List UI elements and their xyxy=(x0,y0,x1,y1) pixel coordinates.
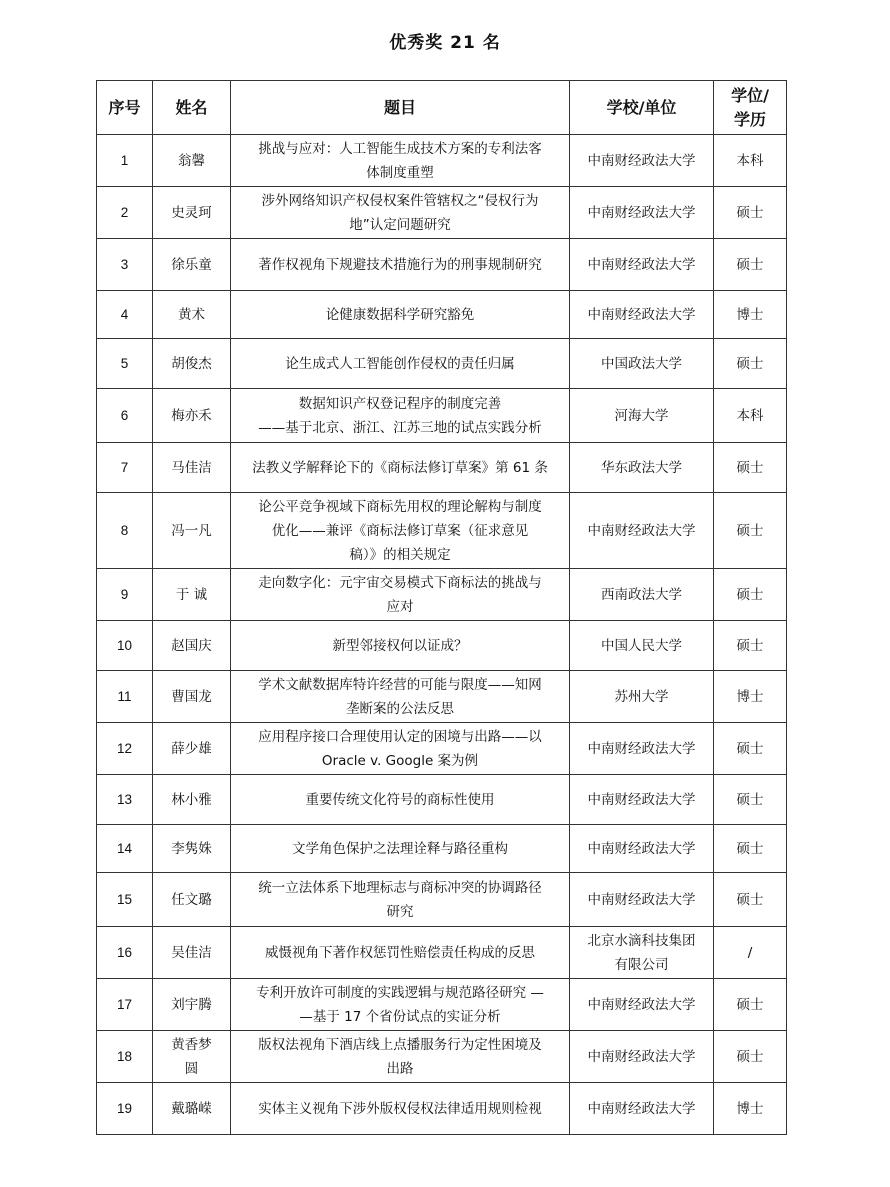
row-number: 14 xyxy=(97,825,153,873)
row-number: 3 xyxy=(97,239,153,291)
row-name: 曹国龙 xyxy=(153,671,231,723)
row-topic: 应用程序接口合理使用认定的困境与出路——以 Oracle v. Google 案为例 xyxy=(231,723,570,775)
row-degree: 硕士 xyxy=(714,187,787,239)
row-name: 林小雅 xyxy=(153,775,231,825)
row-degree: 本科 xyxy=(714,389,787,443)
row-degree: 硕士 xyxy=(714,979,787,1031)
table-row xyxy=(97,493,787,569)
row-topic: 论生成式人工智能创作侵权的责任归属 xyxy=(231,339,570,389)
row-school: 中南财经政法大学 xyxy=(570,135,714,187)
row-school: 中国政法大学 xyxy=(570,339,714,389)
row-degree: 硕士 xyxy=(714,775,787,825)
row-topic: 版权法视角下酒店线上点播服务行为定性困境及 出路 xyxy=(231,1031,570,1083)
row-number: 19 xyxy=(97,1083,153,1135)
row-topic: 数据知识产权登记程序的制度完善 ——基于北京、浙江、江苏三地的试点实践分析 xyxy=(231,389,570,443)
table-row xyxy=(97,723,787,775)
row-number: 1 xyxy=(97,135,153,187)
table-row xyxy=(97,135,787,187)
row-school: 河海大学 xyxy=(570,389,714,443)
row-school: 中南财经政法大学 xyxy=(570,1031,714,1083)
table-row xyxy=(97,621,787,671)
row-school: 中南财经政法大学 xyxy=(570,775,714,825)
row-degree: 博士 xyxy=(714,671,787,723)
table-row xyxy=(97,1031,787,1083)
table-row xyxy=(97,979,787,1031)
table-row xyxy=(97,339,787,389)
row-name: 马佳洁 xyxy=(153,443,231,493)
row-name: 戴璐嵘 xyxy=(153,1083,231,1135)
row-name: 于 诚 xyxy=(153,569,231,621)
awards-table xyxy=(96,80,787,1135)
row-name: 任文璐 xyxy=(153,873,231,927)
table-row xyxy=(97,671,787,723)
header-row xyxy=(97,81,787,135)
header-school: 学校/单位 xyxy=(570,81,714,135)
row-number: 2 xyxy=(97,187,153,239)
table-row xyxy=(97,1083,787,1135)
row-school: 北京水滴科技集团 有限公司 xyxy=(570,927,714,979)
row-topic: 文学角色保护之法理诠释与路径重构 xyxy=(231,825,570,873)
row-school: 华东政法大学 xyxy=(570,443,714,493)
table-row xyxy=(97,775,787,825)
row-degree: 硕士 xyxy=(714,339,787,389)
row-number: 13 xyxy=(97,775,153,825)
row-school: 苏州大学 xyxy=(570,671,714,723)
row-number: 11 xyxy=(97,671,153,723)
row-degree: 硕士 xyxy=(714,873,787,927)
table-row xyxy=(97,825,787,873)
table-row xyxy=(97,927,787,979)
row-topic: 论健康数据科学研究豁免 xyxy=(231,291,570,339)
row-degree: 硕士 xyxy=(714,825,787,873)
row-number: 8 xyxy=(97,493,153,569)
row-degree: / xyxy=(714,927,787,979)
header-degree: 学位/ 学历 xyxy=(714,81,787,135)
row-name: 赵国庆 xyxy=(153,621,231,671)
row-school: 中南财经政法大学 xyxy=(570,873,714,927)
table-row xyxy=(97,187,787,239)
row-school: 中南财经政法大学 xyxy=(570,825,714,873)
row-school: 中南财经政法大学 xyxy=(570,1083,714,1135)
row-topic: 新型邻接权何以证成？ xyxy=(231,621,570,671)
row-name: 李隽姝 xyxy=(153,825,231,873)
row-number: 10 xyxy=(97,621,153,671)
row-topic: 实体主义视角下涉外版权侵权法律适用规则检视 xyxy=(231,1083,570,1135)
row-topic: 走向数字化：元宇宙交易模式下商标法的挑战与 应对 xyxy=(231,569,570,621)
row-number: 9 xyxy=(97,569,153,621)
header-name: 姓名 xyxy=(153,81,231,135)
row-number: 15 xyxy=(97,873,153,927)
row-school: 中国人民大学 xyxy=(570,621,714,671)
row-topic: 著作权视角下规避技术措施行为的刑事规制研究 xyxy=(231,239,570,291)
row-degree: 硕士 xyxy=(714,723,787,775)
table-row xyxy=(97,569,787,621)
row-school: 中南财经政法大学 xyxy=(570,493,714,569)
table-row xyxy=(97,873,787,927)
row-number: 12 xyxy=(97,723,153,775)
row-name: 刘宇腾 xyxy=(153,979,231,1031)
row-degree: 硕士 xyxy=(714,621,787,671)
row-school: 中南财经政法大学 xyxy=(570,187,714,239)
row-school: 中南财经政法大学 xyxy=(570,239,714,291)
row-name: 梅亦禾 xyxy=(153,389,231,443)
row-name: 吴佳洁 xyxy=(153,927,231,979)
row-name: 黄香梦 圆 xyxy=(153,1031,231,1083)
row-degree: 硕士 xyxy=(714,569,787,621)
row-number: 17 xyxy=(97,979,153,1031)
row-number: 4 xyxy=(97,291,153,339)
row-degree: 本科 xyxy=(714,135,787,187)
row-school: 西南政法大学 xyxy=(570,569,714,621)
row-number: 6 xyxy=(97,389,153,443)
row-topic: 专利开放许可制度的实践逻辑与规范路径研究 — —基于 17 个省份试点的实证分析 xyxy=(231,979,570,1031)
row-degree: 博士 xyxy=(714,1083,787,1135)
header-no: 序号 xyxy=(97,81,153,135)
row-name: 翁馨 xyxy=(153,135,231,187)
row-name: 史灵珂 xyxy=(153,187,231,239)
row-topic: 法教义学解释论下的《商标法修订草案》第 61 条 xyxy=(231,443,570,493)
row-school: 中南财经政法大学 xyxy=(570,979,714,1031)
row-number: 16 xyxy=(97,927,153,979)
row-name: 徐乐童 xyxy=(153,239,231,291)
row-number: 18 xyxy=(97,1031,153,1083)
row-degree: 硕士 xyxy=(714,1031,787,1083)
row-degree: 硕士 xyxy=(714,493,787,569)
row-degree: 硕士 xyxy=(714,239,787,291)
row-topic: 论公平竞争视域下商标先用权的理论解构与制度 优化——兼评《商标法修订草案（征求意见 稿）》的相关规定 xyxy=(231,493,570,569)
row-name: 黄术 xyxy=(153,291,231,339)
row-school: 中南财经政法大学 xyxy=(570,291,714,339)
row-name: 冯一凡 xyxy=(153,493,231,569)
row-topic: 威慑视角下著作权惩罚性赔偿责任构成的反思 xyxy=(231,927,570,979)
table-row xyxy=(97,389,787,443)
row-degree: 硕士 xyxy=(714,443,787,493)
row-topic: 挑战与应对：人工智能生成技术方案的专利法客 体制度重塑 xyxy=(231,135,570,187)
row-degree: 博士 xyxy=(714,291,787,339)
table-row xyxy=(97,443,787,493)
table-row xyxy=(97,239,787,291)
row-name: 胡俊杰 xyxy=(153,339,231,389)
row-topic: 重要传统文化符号的商标性使用 xyxy=(231,775,570,825)
row-topic: 统一立法体系下地理标志与商标冲突的协调路径 研究 xyxy=(231,873,570,927)
row-school: 中南财经政法大学 xyxy=(570,723,714,775)
row-name: 薛少雄 xyxy=(153,723,231,775)
row-topic: 学术文献数据库特许经营的可能与限度——知网 垄断案的公法反思 xyxy=(231,671,570,723)
page-title: 优秀奖 21 名 xyxy=(389,33,501,53)
header-topic: 题目 xyxy=(231,81,570,135)
row-topic: 涉外网络知识产权侵权案件管辖权之“侵权行为 地”认定问题研究 xyxy=(231,187,570,239)
table-row xyxy=(97,291,787,339)
row-number: 7 xyxy=(97,443,153,493)
row-number: 5 xyxy=(97,339,153,389)
